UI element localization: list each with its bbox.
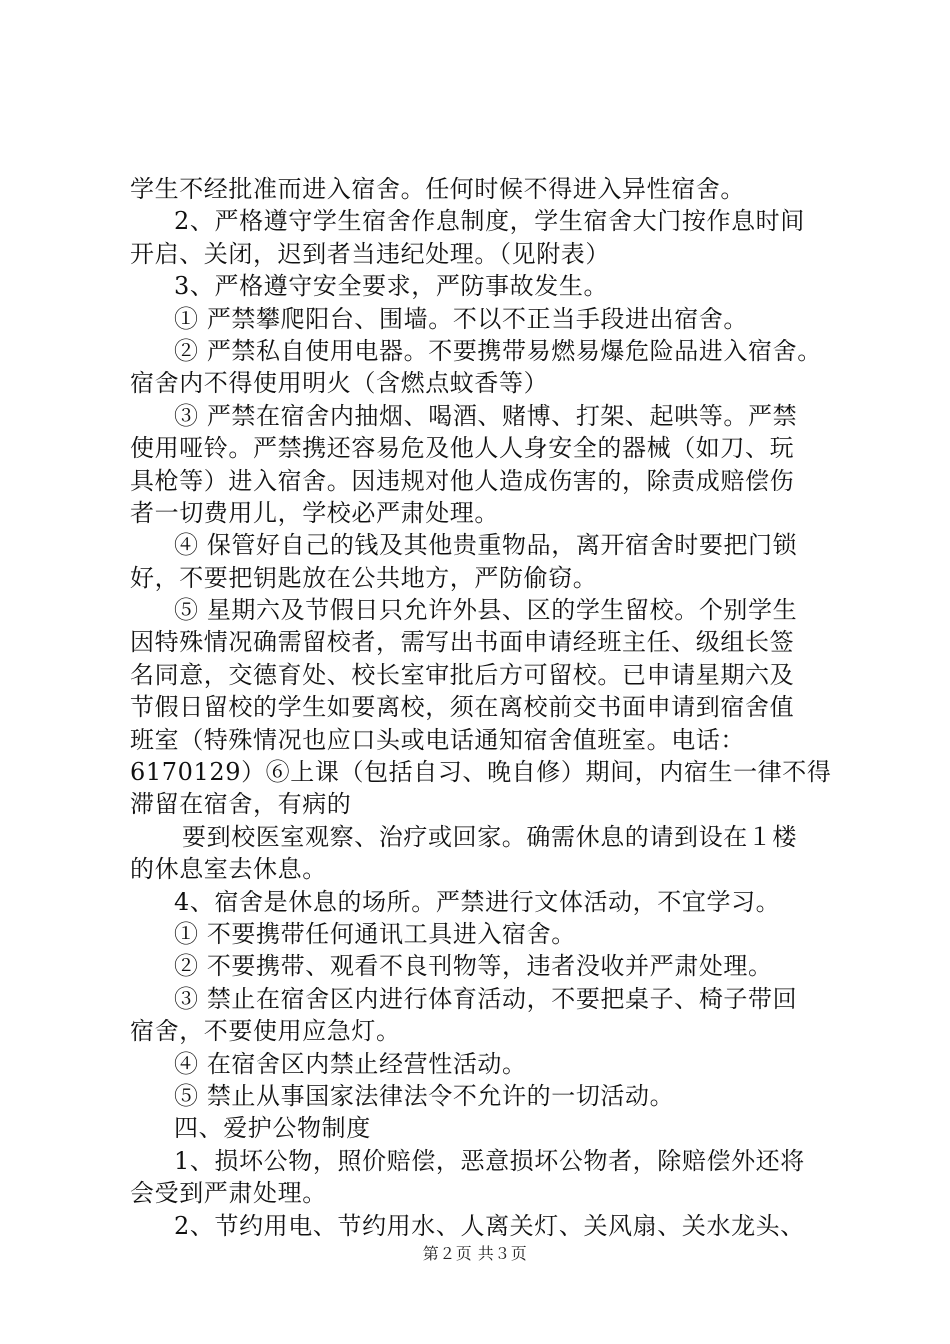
body-text-line: ⑤ 禁止从事国家法律法令不允许的一切活动。 (174, 1081, 675, 1110)
body-text-line: 宿舍内不得使用明火（含燃点蚊香等） (130, 369, 549, 398)
body-text-line: ① 不要携带任何通讯工具进入宿舍。 (174, 919, 576, 948)
body-text-line: 四、爱护公物制度 (174, 1114, 371, 1143)
body-text-line: 的休息室去休息。 (130, 855, 327, 884)
body-text-line: 4、宿舍是休息的场所。严禁进行文体活动，不宜学习。 (174, 887, 781, 916)
body-text-line: 具枪等）进入宿舍。因违规对他人造成伤害的，除责成赔偿伤 (130, 466, 795, 495)
body-text-line: ③ 禁止在宿舍区内进行体育活动，不要把桌子、椅子带回 (174, 984, 798, 1013)
body-text-line: 6170129）⑥上课（包括自习、晚自修）期间，内宿生一律不得 (130, 758, 832, 787)
body-text-line: ④ 保管好自己的钱及其他贵重物品，离开宿舍时要把门锁 (174, 531, 798, 560)
page-footer: 第２页 共３页 (422, 1244, 528, 1263)
body-text-line: 好，不要把钥匙放在公共地方，严防偷窃。 (130, 563, 598, 592)
body-text-line: 2、严格遵守学生宿舍作息制度，学生宿舍大门按作息时间 (174, 207, 805, 236)
body-text-line: 班室（特殊情况也应口头或电话通知宿舍值班室。电话： (130, 725, 745, 754)
document-body (130, 173, 840, 1242)
body-text-line: ② 严禁私自使用电器。不要携带易燃易爆危险品进入宿舍。 (174, 336, 822, 365)
body-text-line: 使用哑铃。严禁携还容易危及他人人身安全的器械（如刀、玩 (130, 434, 795, 463)
body-text-line: 3、严格遵守安全要求，严防事故发生。 (174, 272, 609, 301)
body-text-line: 节假日留校的学生如要离校，须在离校前交书面申请到宿舍值 (130, 693, 795, 722)
body-text-line: ③ 严禁在宿舍内抽烟、喝酒、赌博、打架、起哄等。严禁 (174, 401, 798, 430)
body-text-line: 名同意，交德育处、校长室审批后方可留校。已申请星期六及 (130, 660, 795, 689)
body-text-line: 1、损坏公物，照价赔偿，恶意损坏公物者，除赔偿外还将 (174, 1146, 805, 1175)
body-text-line: 开启、关闭，迟到者当违纪处理。（见附表） (130, 239, 610, 268)
body-text-line: 宿舍，不要使用应急灯。 (130, 1017, 401, 1046)
body-text-line: 因特殊情况确需留校者，需写出书面申请经班主任、级组长签 (130, 628, 795, 657)
body-text-line: 2、节约用电、节约用水、人离关灯、关风扇、关水龙头、 (174, 1211, 805, 1240)
body-text-line: ④ 在宿舍区内禁止经营性活动。 (174, 1049, 527, 1078)
body-text-line: ① 严禁攀爬阳台、围墙。不以不正当手段进出宿舍。 (174, 304, 749, 333)
body-text-line: 要到校医室观察、治疗或回家。确需休息的请到设在１楼 (182, 822, 797, 851)
body-text-line: 学生不经批准而进入宿舍。任何时候不得进入异性宿舍。 (130, 175, 745, 203)
body-text-line: 会受到严肃处理。 (130, 1179, 327, 1208)
body-text-line: ② 不要携带、观看不良刊物等，违者没收并严肃处理。 (174, 952, 773, 981)
body-text-line: ⑤ 星期六及节假日只允许外县、区的学生留校。个别学生 (174, 596, 798, 625)
body-text-line: 滞留在宿舍，有病的 (130, 790, 352, 819)
body-text-line: 者一切费用儿，学校必严肃处理。 (130, 498, 499, 527)
